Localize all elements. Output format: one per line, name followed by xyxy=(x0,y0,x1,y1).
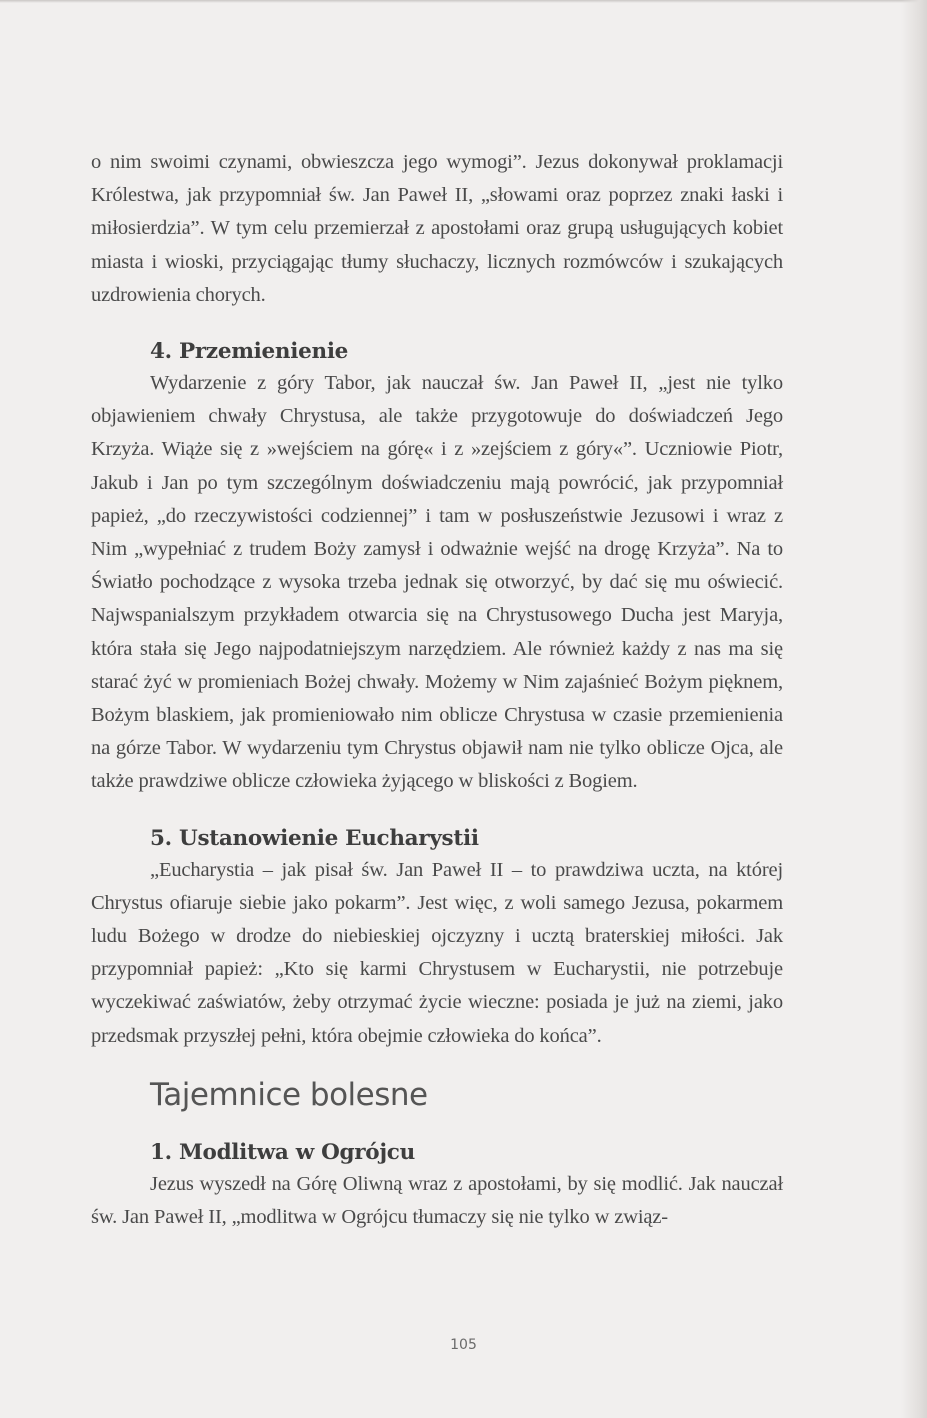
intro-paragraph: o nim swoimi czynami, obwieszcza jego wymogi”. Jezus dokonywał proklamacji Królestwa, jak przypomniał św. Jan Paweł II, „słowami oraz poprzez znaki łaski i miłosierdzia”. W tym celu przemierzał z apostołami oraz grupą usługujących kobiet miasta i wioski, przyciągając tłumy słuchaczy, licznych rozmówców i szukających uzdrowienia chorych. xyxy=(91,151,783,306)
page-right-edge xyxy=(901,0,927,1418)
section-text-przemienienie: Wydarzenie z góry Tabor, jak nauczał św. Jan Paweł II, „jest nie tylko objawieniem chwały Chrystusa, ale także przygotowuje do doświadczeń Jego Krzyża. Wiąże się z »wejściem na górę« i z »zejściem z góry«”. Uczniowie Piotr, Jakub i Jan po tym szczególnym doświadczeniu mają powrócić, jak przypomniał papież, „do rzeczywistości codziennej” i tam w posłuszeństwie Jezusowi i wraz z Nim „wypełniać z trudem Boży zamysł i odważnie wejść na drogę Krzyża”. Na to Światło pochodzące z wysoka trzeba jednak się otworzyć, by dać się mu oświecić. Najwspanialszym przykładem otwarcia się na Chrystusowego Ducha jest Maryja, która stała się Jego najpodatniejszym narzędziem. Ale również każdy z nas ma się starać żyć w promieniach Bożej chwały. Możemy w Nim zajaśnieć Bożym pięknem, Bożym blaskiem, jak promieniowało nim oblicze Chrystusa w czasie przemienienia na górze Tabor. W wydarzeniu tym Chrystus objawił nam nie tylko oblicze Ojca, ale także prawdziwe oblicze człowieka żyjącego w bliskości z Bogiem. xyxy=(91,372,783,793)
chapter-title: Tajemnice bolesne xyxy=(150,1076,428,1113)
section-heading-przemienienie: 4. Przemienienie xyxy=(150,339,349,365)
page-top-edge xyxy=(0,0,927,3)
section-text-eucharystia: „Eucharystia – jak pisał św. Jan Paweł II – to prawdziwa uczta, na której Chrystus ofiaruje siebie jako pokarm”. Jest więc, z woli samego Jezusa, pokarmem ludu Bożego w drodze do niebieskiej ojczyzny i ucztą braterskiej miłości. Jak przypomniał papież: „Kto się karmi Chrystusem w Eucharystii, nie potrzebuje wyczekiwać zaświatów, żeby otrzymać życie wieczne: posiada je już na ziemi, jako przedsmak przyszłej pełni, która obejmie człowieka do końca”. xyxy=(91,858,783,1047)
section-text-modlitwa: Jezus wyszedł na Górę Oliwną wraz z apostołami, by się modlić. Jak nauczał św. Jan Paweł II, „modlitwa w Ogrójcu tłumaczy się nie tylko w związ- xyxy=(91,1172,783,1229)
section-heading-eucharystia: 5. Ustanowienie Eucharystii xyxy=(150,825,479,851)
section-heading-modlitwa: 1. Modlitwa w Ogrójcu xyxy=(150,1139,415,1165)
page-number: 105 xyxy=(450,1337,477,1353)
page-content xyxy=(91,146,783,1234)
